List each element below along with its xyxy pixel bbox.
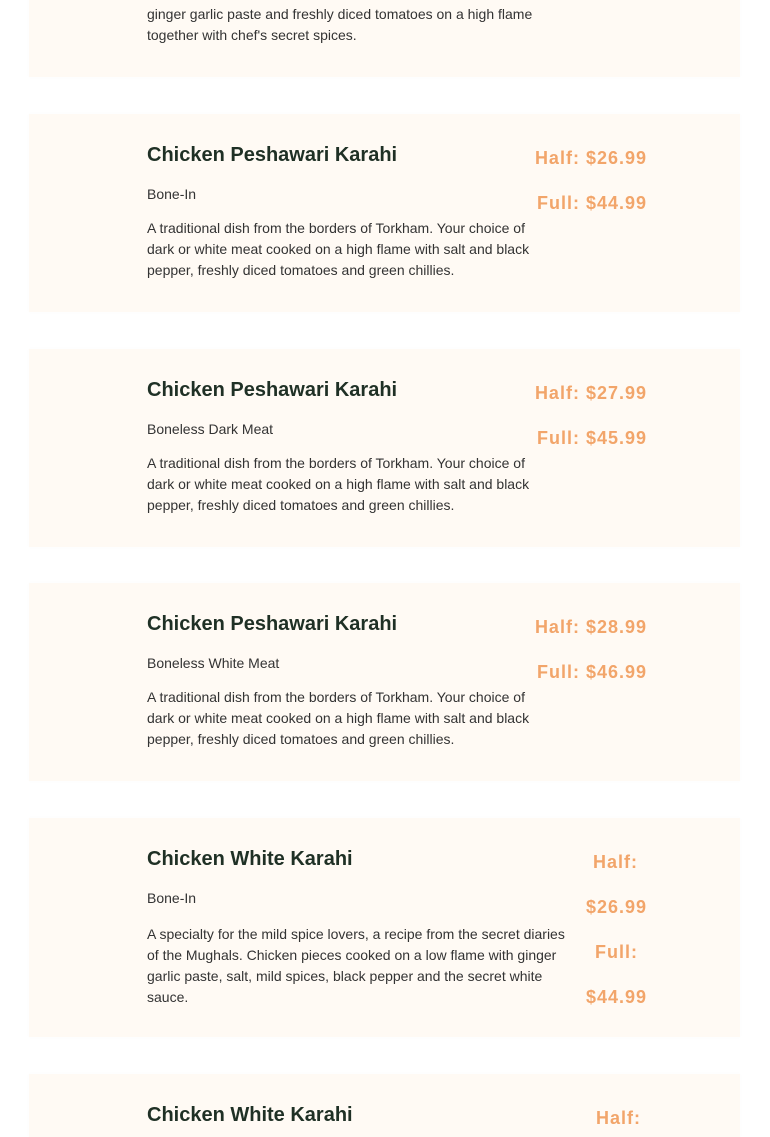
menu-item-card <box>29 818 740 1037</box>
menu-item-description: A traditional dish from the borders of Torkham. Your choice of dark or white meat cooked on a high flame with salt and black pepper, freshly diced tomatoes and green chillies. <box>147 220 530 278</box>
price-half-label: Half: <box>593 852 638 872</box>
menu-item-card <box>29 0 740 77</box>
price-half: Half: $27.99 <box>534 383 647 403</box>
menu-item-title: Chicken Peshawari Karahi <box>147 144 398 166</box>
menu-item-subtitle: Bone-In <box>147 890 197 906</box>
menu-item-title: Chicken White Karahi <box>147 848 353 870</box>
menu-item-card <box>29 1074 740 1137</box>
menu-item-title: Chicken Peshawari Karahi <box>147 613 398 635</box>
price-half: Half: $26.99 <box>534 148 647 168</box>
menu-item-card <box>29 114 740 312</box>
price-half: Half: $28.99 <box>534 617 647 637</box>
menu-item-description: A traditional dish from the borders of Torkham. Your choice of dark or white meat cooked on a high flame with salt and black pepper, freshly diced tomatoes and green chillies. <box>147 689 530 747</box>
price-full-label: Full: <box>595 942 638 962</box>
menu-item-description: A specialty for the mild spice lovers, a recipe from the secret diaries of the Mughals. Chicken pieces cooked on a low flame with ginger garlic paste, salt, mild spices, black pepper and the secret white sauce. <box>147 926 565 1005</box>
menu-item-subtitle: Bone-In <box>147 186 197 202</box>
menu-item-card <box>29 349 740 547</box>
price-half-value: $26.99 <box>585 897 647 917</box>
price-full: Full: $46.99 <box>536 662 647 682</box>
menu-item-subtitle: Boneless White Meat <box>147 655 280 671</box>
price-full: Full: $45.99 <box>536 428 647 448</box>
menu-item-title: Chicken Peshawari Karahi <box>147 379 398 401</box>
menu-item-subtitle: Boneless Dark Meat <box>147 421 274 437</box>
menu-item-description: ginger garlic paste and freshly diced tomatoes on a high flame together with chef's secret spices. <box>147 6 533 43</box>
menu-item-card <box>29 583 740 781</box>
menu-item-title: Chicken White Karahi <box>147 1104 353 1126</box>
menu-item-description: A traditional dish from the borders of Torkham. Your choice of dark or white meat cooked on a high flame with salt and black pepper, freshly diced tomatoes and green chillies. <box>147 455 530 513</box>
price-full: Full: $44.99 <box>536 193 647 213</box>
price-full-value: $44.99 <box>585 987 647 1007</box>
price-half-label: Half: <box>596 1108 641 1128</box>
